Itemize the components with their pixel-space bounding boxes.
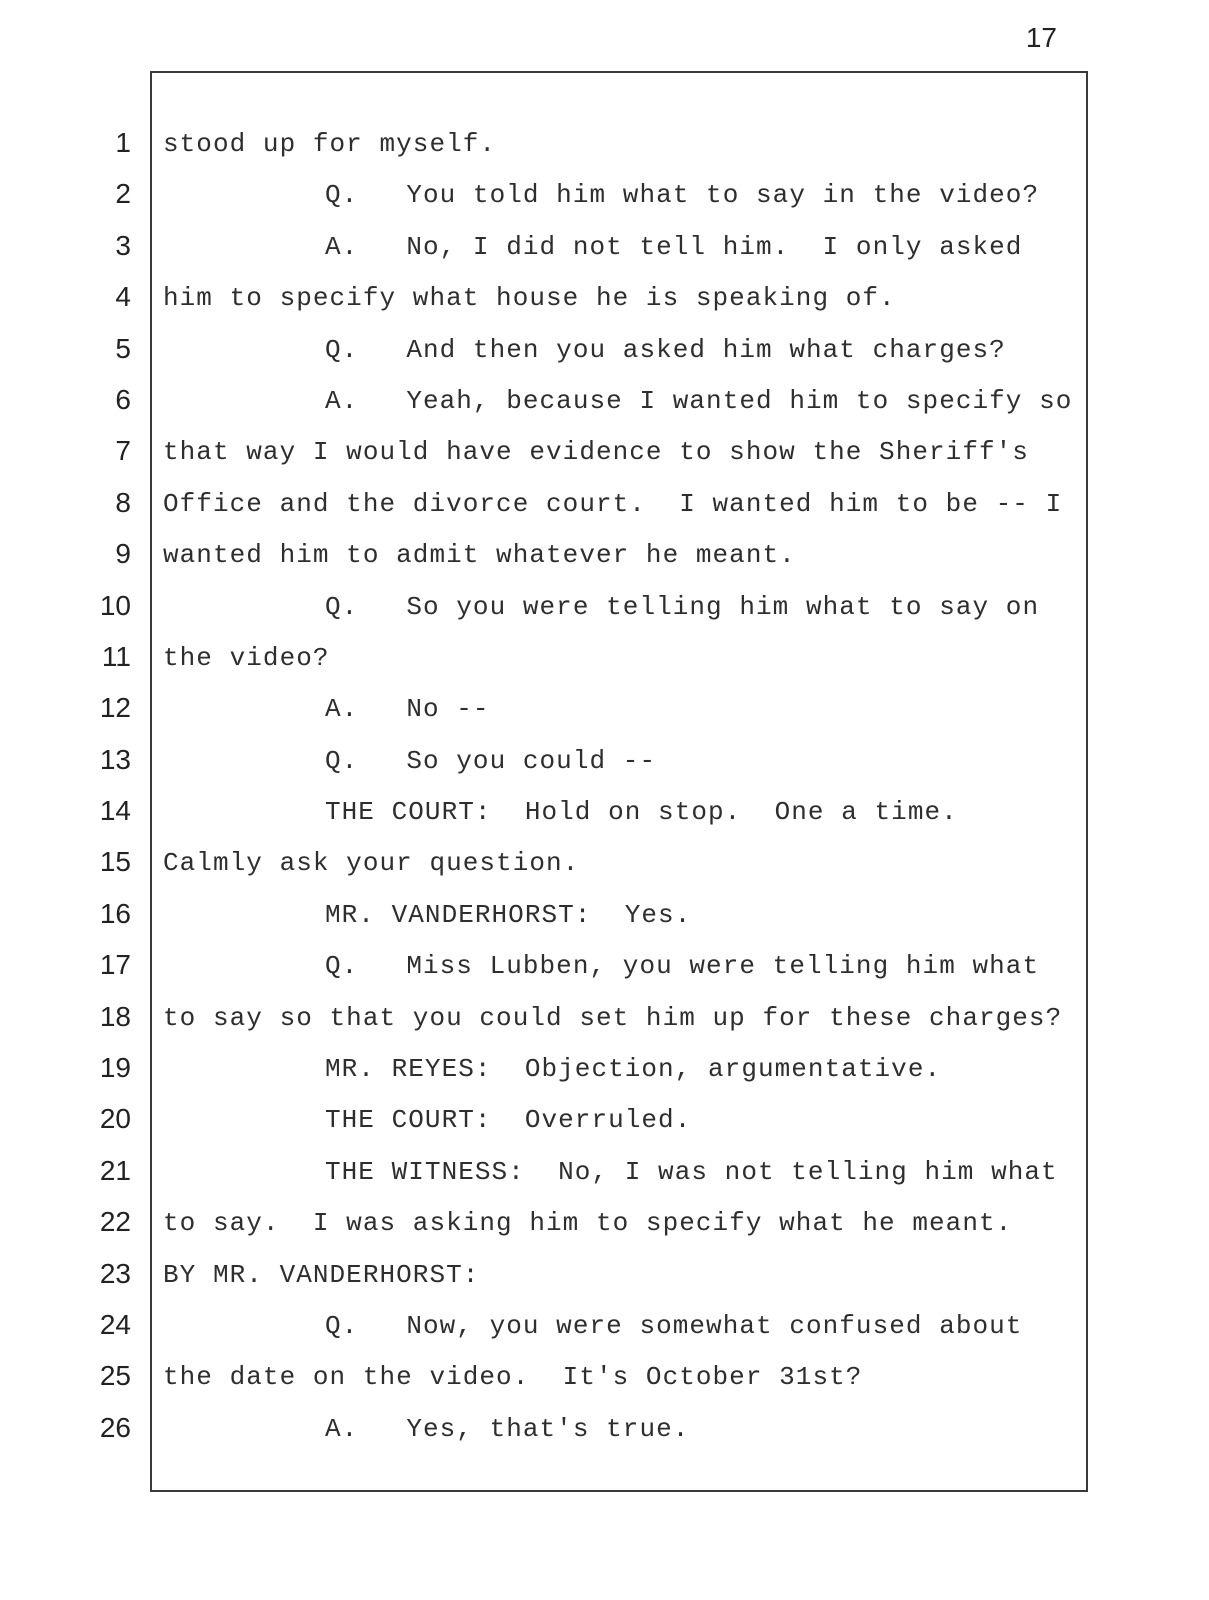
line-body: THE COURT: Overruled. — [325, 1105, 692, 1136]
line-body: MR. VANDERHORST: Yes. — [325, 899, 692, 930]
line-number: 10 — [99, 589, 131, 621]
line-text — [325, 1308, 1022, 1344]
line-text — [163, 280, 896, 316]
transcript-line — [0, 895, 1209, 946]
line-text — [325, 1154, 1058, 1190]
transcript-line — [0, 175, 1209, 226]
line-number: 14 — [99, 795, 131, 827]
transcript-line — [0, 587, 1209, 638]
line-body: You told him what to say in the video? — [406, 180, 1040, 211]
line-text — [163, 845, 579, 881]
line-text — [325, 743, 656, 779]
speaker-label: Q. — [325, 180, 359, 211]
line-number: 15 — [99, 846, 131, 878]
line-number: 3 — [115, 229, 131, 261]
line-number: 21 — [99, 1154, 131, 1186]
line-number: 22 — [99, 1206, 131, 1238]
line-number: 4 — [115, 281, 131, 313]
transcript-line — [0, 1409, 1209, 1460]
line-text — [163, 1359, 862, 1395]
line-number: 18 — [99, 1000, 131, 1032]
line-text — [163, 126, 496, 162]
line-number: 16 — [99, 897, 131, 929]
transcript-line — [0, 998, 1209, 1049]
transcript-line — [0, 741, 1209, 792]
line-body: to say. I was asking him to specify what he meant. — [163, 1208, 1013, 1239]
transcript-line — [0, 1100, 1209, 1151]
line-body: THE WITNESS: No, I was not telling him what — [325, 1156, 1058, 1187]
line-body: THE COURT: Hold on stop. One a time. — [325, 797, 958, 828]
line-text — [325, 1102, 691, 1138]
line-body: So you were telling him what to say on — [406, 591, 1040, 622]
line-text — [163, 1205, 1012, 1241]
speaker-label: Q. — [325, 591, 359, 622]
transcript-line — [0, 484, 1209, 535]
transcript-line — [0, 1306, 1209, 1357]
line-number: 7 — [115, 435, 131, 467]
line-number: 6 — [115, 383, 131, 415]
line-number: 1 — [115, 127, 131, 158]
transcript-line — [0, 1357, 1209, 1408]
line-text — [163, 1257, 479, 1293]
transcript-line — [0, 843, 1209, 894]
line-text — [325, 1051, 941, 1087]
speaker-label: A. — [325, 385, 359, 416]
line-number: 23 — [99, 1257, 131, 1289]
line-number: 5 — [115, 332, 131, 364]
transcript-line — [0, 638, 1209, 689]
transcript-line — [0, 792, 1209, 843]
line-body: No -- — [406, 694, 490, 725]
line-body: Yeah, because I wanted him to specify so — [406, 385, 1073, 416]
line-body: Yes, that's true. — [406, 1413, 690, 1444]
speaker-label: A. — [325, 231, 359, 262]
speaker-label: Q. — [325, 1310, 359, 1341]
line-body: him to specify what house he is speaking of. — [163, 283, 896, 314]
page-number: 17 — [1025, 22, 1057, 53]
line-body: the video? — [163, 642, 330, 673]
transcript-line — [0, 330, 1209, 381]
transcript-line — [0, 381, 1209, 432]
transcript-line — [0, 432, 1209, 483]
speaker-label: Q. — [325, 745, 359, 776]
line-number: 8 — [115, 486, 131, 518]
line-body: Miss Lubben, you were telling him what — [406, 951, 1040, 982]
line-text — [163, 486, 1062, 522]
line-number: 12 — [99, 692, 131, 724]
speaker-label: A. — [325, 694, 359, 725]
line-number: 11 — [101, 640, 131, 672]
line-body: No, I did not tell him. I only asked — [406, 231, 1023, 262]
line-text — [163, 537, 796, 573]
line-number: 24 — [99, 1308, 131, 1340]
line-number: 25 — [99, 1360, 131, 1392]
line-number: 19 — [99, 1052, 131, 1084]
line-body: And then you asked him what charges? — [406, 334, 1006, 365]
line-text — [163, 640, 330, 676]
speaker-label: A. — [325, 1413, 359, 1444]
line-body: Calmly ask your question. — [163, 848, 580, 879]
line-text — [325, 589, 1039, 625]
transcript-line — [0, 946, 1209, 997]
line-text — [325, 1411, 689, 1447]
line-text — [163, 434, 1029, 470]
transcript-line — [0, 1152, 1209, 1203]
line-number: 26 — [99, 1411, 131, 1443]
line-text — [325, 897, 691, 933]
transcript-line — [0, 1049, 1209, 1100]
line-number: 20 — [99, 1103, 131, 1135]
line-body: So you could -- — [406, 745, 657, 776]
transcript-line — [0, 227, 1209, 278]
transcript-line — [0, 278, 1209, 329]
transcript-line — [0, 689, 1209, 740]
line-body: BY MR. VANDERHORST: — [163, 1259, 480, 1290]
line-body: that way I would have evidence to show the Sheriff's — [163, 437, 1029, 468]
transcript-lines — [0, 124, 1209, 1460]
line-body: the date on the video. It's October 31st? — [163, 1362, 863, 1393]
line-number: 13 — [99, 743, 131, 775]
line-body: Office and the divorce court. I wanted him to be -- I — [163, 488, 1063, 519]
line-body: wanted him to admit whatever he meant. — [163, 540, 796, 571]
line-text — [325, 948, 1039, 984]
line-number: 17 — [99, 949, 131, 981]
line-number: 2 — [115, 178, 131, 210]
line-body: Now, you were somewhat confused about — [406, 1310, 1023, 1341]
line-text — [325, 177, 1039, 213]
transcript-line — [0, 1255, 1209, 1306]
line-number: 9 — [115, 538, 131, 570]
transcript-line — [0, 1203, 1209, 1254]
line-text — [325, 229, 1022, 265]
line-body: to say so that you could set him up for these charges? — [163, 1002, 1063, 1033]
transcript-line — [0, 124, 1209, 175]
line-body: MR. REYES: Objection, argumentative. — [325, 1054, 942, 1085]
line-text — [163, 1000, 1062, 1036]
speaker-label: Q. — [325, 951, 359, 982]
line-text — [325, 383, 1072, 419]
line-text — [325, 794, 958, 830]
line-text — [325, 691, 490, 727]
line-body: stood up for myself. — [163, 129, 497, 159]
transcript-line — [0, 535, 1209, 586]
line-text — [325, 332, 1006, 368]
speaker-label: Q. — [325, 334, 359, 365]
